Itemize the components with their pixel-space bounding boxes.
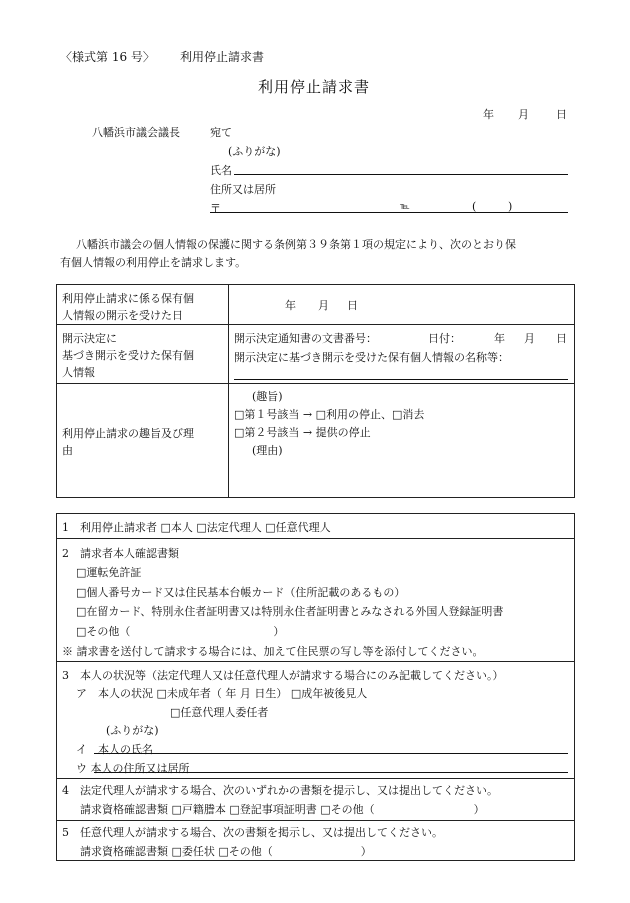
date-month-label: 月 <box>518 108 529 121</box>
section3-person-name-line[interactable] <box>94 753 568 754</box>
applicant-address-label: 住所又は居所 <box>210 183 276 196</box>
intro-line-2: 有個人情報の利用停止を請求します。 <box>60 256 247 269</box>
section3-title: 3 本人の状況等（法定代理人又は任意代理人が請求する場合にのみ記載してください。） <box>62 669 504 682</box>
row2-doc-number-label: 開示決定通知書の文書番号： <box>234 332 377 345</box>
tel-mark: ℡ <box>400 202 410 212</box>
section3-person-address: ウ 本人の住所又は居所 <box>76 762 190 775</box>
row3-reason-label: (理由) <box>252 444 283 457</box>
row2-info-name-line[interactable] <box>234 379 568 380</box>
form-number: 〈様式第 16 号〉 <box>60 50 155 64</box>
section-divider-4 <box>56 820 575 821</box>
section3-status-delegator[interactable]: □任意代理人委任者 <box>170 706 269 719</box>
section2-residence-card[interactable]: □在留カード、特別永住者証明書又は特別永住者証明書とみなされる外国人登録証明書 <box>76 605 504 618</box>
row3-label-1: 利用停止請求の趣旨及び理 <box>62 427 194 440</box>
applicant-address-line[interactable] <box>210 212 568 213</box>
row3-label-2: 由 <box>62 444 73 457</box>
section3-furigana: (ふりがな) <box>106 724 159 737</box>
section5-title: 5 任意代理人が請求する場合、次の書類を掲示し、又は提出してください。 <box>62 826 443 839</box>
addressee-to: 宛て <box>210 126 232 139</box>
row-divider-2 <box>56 383 575 384</box>
row1-day: 日 <box>347 299 358 312</box>
table-divider <box>228 284 229 498</box>
section2-mynumber-card[interactable]: □個人番号カード又は住民基本台帳カード（住所記載のあるもの） <box>76 586 406 599</box>
page-title: 利用停止請求書 <box>258 78 371 96</box>
row2-info-name-label: 開示決定に基づき開示を受けた保有個人情報の名称等： <box>234 351 509 364</box>
row2-label-1: 開示決定に <box>62 332 117 345</box>
section2-other[interactable]: □その他（ ） <box>76 625 285 638</box>
row-divider-1 <box>56 324 575 325</box>
date-day-label: 日 <box>556 108 567 121</box>
row2-day: 日 <box>556 332 567 345</box>
row3-option-1[interactable]: □第１号該当 → □利用の停止、□消去 <box>234 408 425 421</box>
section3-person-name: イ 本人の氏名 <box>76 743 153 756</box>
section2-drivers-license[interactable]: □運転免許証 <box>76 566 142 579</box>
row2-date-label: 日付： <box>428 332 461 345</box>
date-year-label: 年 <box>483 108 494 121</box>
section-divider-2 <box>56 661 575 662</box>
row2-label-2: 基づき開示を受けた保有個 <box>62 349 194 362</box>
tel-close: ) <box>508 200 513 213</box>
row1-label-1: 利用停止請求に係る保有個 <box>62 292 194 305</box>
addressee-name: 八幡浜市議会議長 <box>92 126 180 139</box>
row1-label-2: 人情報の開示を受けた日 <box>62 309 183 322</box>
row1-month: 月 <box>318 299 329 312</box>
section2-note: ※ 請求書を送付して請求する場合には、加えて住民票の写し等を添付してください。 <box>62 645 484 658</box>
section3-person-address-line[interactable] <box>94 772 568 773</box>
section5-documents[interactable]: 請求資格確認書類 □委任状 □その他（ ） <box>80 845 372 858</box>
tel-open: ( <box>472 200 477 213</box>
row1-year: 年 <box>285 299 296 312</box>
row2-month: 月 <box>524 332 535 345</box>
section4-title: 4 法定代理人が請求する場合、次のいずれかの書類を提示し、又は提出してください。 <box>62 784 498 797</box>
section3-status[interactable]: ア 本人の状況 □未成年者（ 年 月 日生） □成年被後見人 <box>76 687 368 700</box>
row2-label-3: 人情報 <box>62 366 95 379</box>
row3-option-2[interactable]: □第２号該当 → 提供の停止 <box>234 426 371 439</box>
applicant-furigana-label: (ふりがな) <box>228 145 281 158</box>
section1-requester-type[interactable]: 1 利用停止請求者 □本人 □法定代理人 □任意代理人 <box>62 521 331 534</box>
postal-mark: 〒 <box>210 202 221 215</box>
section2-title: 2 請求者本人確認書類 <box>62 547 179 560</box>
row2-year: 年 <box>494 332 505 345</box>
row3-purpose-label: (趣旨) <box>252 390 283 403</box>
applicant-name-line[interactable] <box>234 174 568 175</box>
section-divider-1 <box>56 538 575 539</box>
section4-documents[interactable]: 請求資格確認書類 □戸籍謄本 □登記事項証明書 □その他（ ） <box>80 803 485 816</box>
intro-line-1: 八幡浜市議会の個人情報の保護に関する条例第３９条第１項の規定により、次のとおり保 <box>76 238 516 251</box>
applicant-name-label: 氏名 <box>210 164 232 177</box>
section-divider-3 <box>56 778 575 779</box>
form-name: 利用停止請求書 <box>180 50 265 64</box>
